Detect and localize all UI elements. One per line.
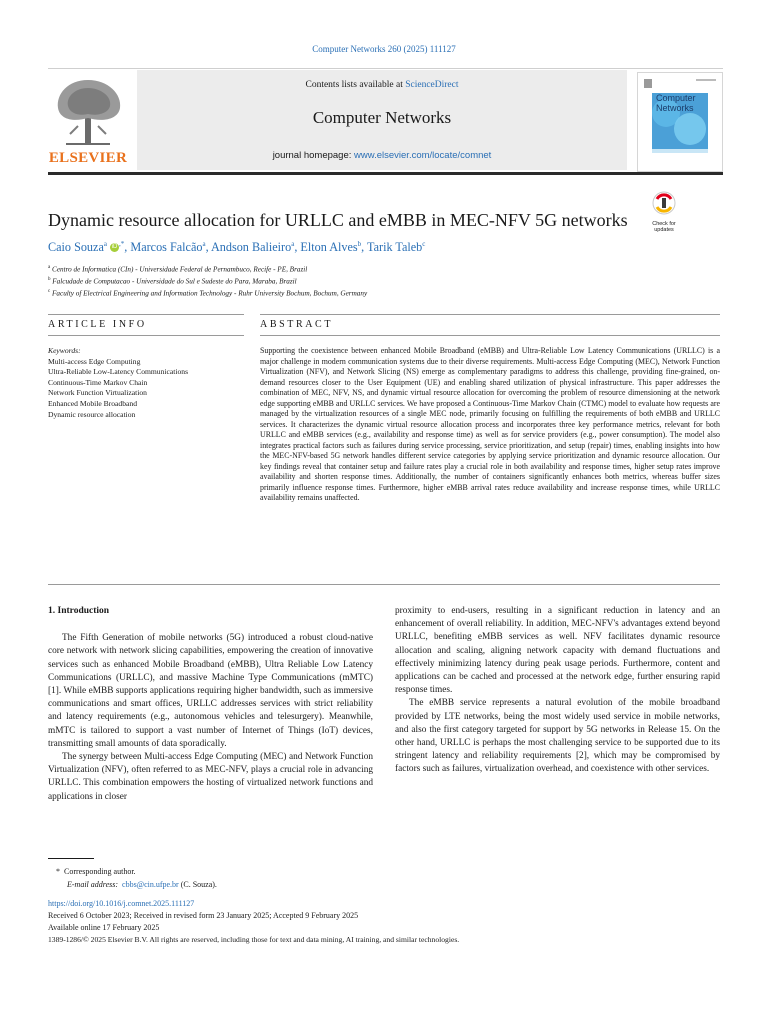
keyword-item: Ultra-Reliable Low-Latency Communications	[48, 367, 189, 377]
header-top-rule	[48, 68, 723, 69]
footnote	[48, 865, 448, 891]
abstract-rule	[260, 335, 720, 336]
abstract-top-rule	[260, 314, 720, 315]
section-heading: 1. Introduction	[48, 606, 110, 616]
copyright-notice: 1389-1286/© 2025 Elsevier B.V. All rights are reserved, including those for text and data mining, AI training, and similar technologies.	[48, 935, 460, 944]
available-online: Available online 17 February 2025	[48, 923, 160, 932]
body-paragraph: The synergy between Multi-access Edge Computing (MEC) and Network Function Virtualization (NFV), often referred to as MEC-NFV, plays a crucial role in advancing URLLC. This combination empowers the hosting of virtualized network functions and applications in closer	[48, 752, 373, 802]
publication-info	[48, 898, 728, 946]
keyword-item: Multi-access Edge Computing	[48, 356, 141, 366]
header-bottom-rule	[48, 172, 723, 175]
article-info-top-rule	[48, 314, 244, 315]
journal-homepage-line	[137, 150, 627, 161]
keyword-item: Continuous-Time Markov Chain	[48, 377, 148, 387]
author-affil-marker: a	[291, 240, 295, 248]
received-dates: Received 6 October 2023; Received in revised form 23 January 2025; Accepted 9 February 2025	[48, 911, 359, 920]
abstract-bottom-rule	[48, 584, 720, 585]
article-title: Dynamic resource allocation for URLLC and eMBB in MEC-NFV 5G networks	[48, 210, 628, 230]
author-list: Caio Souza$^a$ iD ,*, Marcos Falcão$^a$, Andson Balieiro$^a$, Elton Alves$^b$, Tarik Taleb$^c$	[48, 240, 426, 255]
footnote-rule	[48, 858, 94, 859]
check-updates-label: Check for updates	[652, 221, 676, 233]
orcid-icon[interactable]: iD	[111, 244, 118, 251]
corresponding-marker: ,*	[119, 240, 125, 248]
cover-title-line1: Computer	[656, 93, 696, 103]
article-info-rule	[48, 335, 244, 336]
cover-title-line2: Networks	[656, 103, 694, 113]
sciencedirect-link[interactable]: ScienceDirect	[405, 80, 459, 90]
author-affil-marker: a	[103, 240, 107, 248]
homepage-link[interactable]: www.elsevier.com/locate/comnet	[354, 150, 492, 161]
body-paragraph: The Fifth Generation of mobile networks (5G) introduced a robust cloud-native core network with network slicing capabilities, empowering the creation of innovative services such as enhanced Mobile Broadband (eMBB), Ultra Reliable Low Latency Communications (URLLC), and massive Machine Type Communications (mMTC) [1]. While eMBB supports applications requiring higher bandwidth, such as immersive communications and smart offices, URLLC addresses services with strict reliability and latency requirements (e.g., autonomous vehicles and telesurgery). Meanwhile, mMTC is tailored to support a vast number of Internet of Things (IoT) devices, transmitting small amounts of data sporadically.	[48, 633, 373, 749]
article-info-heading: ARTICLE INFO	[48, 319, 147, 330]
journal-reference-link[interactable]: Computer Networks 260 (2025) 111127	[312, 44, 456, 54]
body-paragraph: proximity to end-users, resulting in a significant reduction in latency and an enhancement of overall reliability. In addition, MEC-NFV's advantages extend beyond URLLC, benefiting eMBB services as well. NFV facilitates dynamic resource allocation and scaling, aligning network capacity with demand fluctuations and effectively minimizing latency during peak usage periods. Furthermore, content and applications can be cached and processed at the network edge, further ensuring rapid response times.	[395, 606, 720, 696]
body-paragraph: The eMBB service represents a natural evolution of the mobile broadband provided by LTE networks, being the most widely used service in mobile networks, and also the first category targeted for support by 5G networks in Release 15. On the other hand, URLLC is perhaps the most challenging service to be supported due to its stringent latency and reliability requirements [2], which may be compromised by factors such as failures, virtualization overhead, and coexistence with other services.	[395, 698, 720, 775]
affiliation-item: $^c$ Faculty of Electrical Engineering and Information Technology - Ruhr University Bochum, Bochum, Germany	[48, 288, 368, 298]
affiliations	[48, 263, 728, 299]
elsevier-wordmark: ELSEVIER	[48, 150, 128, 166]
journal-name: Computer Networks	[312, 108, 452, 127]
author-name[interactable]: Elton Alves	[300, 240, 358, 255]
keyword-item: Network Function Virtualization	[48, 388, 147, 398]
email-link[interactable]: cbbs@cin.ufpe.br	[122, 880, 179, 889]
body-left-column	[48, 605, 373, 804]
homepage-prefix: journal homepage:	[272, 150, 355, 161]
keywords-block	[48, 346, 248, 420]
affiliation-item: $^b$ Falcudade de Computacao - Universidade do Sul e Sudeste do Para, Maraba, Brazil	[48, 276, 297, 286]
abstract-heading: ABSTRACT	[260, 319, 334, 330]
keyword-item: Enhanced Mobile Broadband	[48, 398, 137, 408]
contents-line	[137, 80, 627, 90]
check-for-updates-badge[interactable]	[646, 190, 682, 233]
author-affil-marker: b	[357, 240, 362, 248]
keyword-item: Dynamic resource allocation	[48, 409, 136, 419]
abstract-text: Supporting the coexistence between enhanced Mobile Broadband (eMBB) and Ultra-Reliable Low Latency Communications (URLLC) is a major challenge in modern communication systems due to their diverse requirements. Multi-access Edge Computing (MEC), Network Function Virtualization (NFV), and Network Slicing (NS) emerge as complementary paradigms to address this challenge, providing fine-grained, on-demand resources closer to the User Equipment (UE) and enabling shared utilization of physical infrastructure. This paper addresses the combination of MEC, NFV, NS, and dynamic virtual resource allocation for overcoming the problem of resource dimensioning at the network edge supporting eMBB and URLLC services. We have proposed a Continuous-Time Markov Chain (CTMC) model to evaluate how requests are managed by the virtualization resources of a single MEC node, primarily focusing on fulfilling the requirements of both eMBB and URLLC services. It characterizes the dynamic virtual resource allocation process and incorporates three key performance metrics, relevant for both URLLC and eMBB services (e.g., availability and response time) as well as for service providers (e.g., power consumption). The model also integrates practical factors such as failures during service processing, service prioritization, and setup (repair) times, enabling insights into how the MEC-NFV-based 5G network handles different service categories by applying service prioritization and dynamic resource allocation. Our key findings reveal that container setup and failure rates play a crucial role in both availability and response times, higher setup rates improve availability and shorten response times. Additionally, the number of containers significantly enhances both metrics, whereas buffer sizes primarily influence response times. Furthermore, higher eMBB arrival rates reduce availability and increase response times, while URLLC availability remains unaffected.	[260, 346, 720, 502]
body-right-column	[395, 605, 720, 777]
affiliation-item: $^a$ Centro de Informatica (CIn) - Universidade Federal de Pernambuco, Recife - PE, Brazil	[48, 265, 308, 274]
keywords-label: Keywords:	[48, 346, 81, 355]
email-note: E-mail address: cbbs@cin.ufpe.br (C. Souza).	[67, 880, 217, 889]
author-name[interactable]: Tarik Taleb	[367, 240, 423, 255]
contents-prefix: Contents lists available at	[305, 80, 406, 90]
author-name[interactable]: Marcos Falcão	[130, 240, 203, 255]
author-name[interactable]: Andson Balieiro	[210, 240, 292, 255]
author-name[interactable]: Caio Souza	[48, 240, 104, 255]
doi-link[interactable]: https://doi.org/10.1016/j.comnet.2025.111127	[48, 899, 195, 908]
journal-cover-thumbnail[interactable]	[637, 72, 723, 172]
corresponding-author-note: * Corresponding author.	[56, 867, 136, 876]
author-affil-marker: c	[422, 240, 426, 248]
author-affil-marker: a	[202, 240, 206, 248]
